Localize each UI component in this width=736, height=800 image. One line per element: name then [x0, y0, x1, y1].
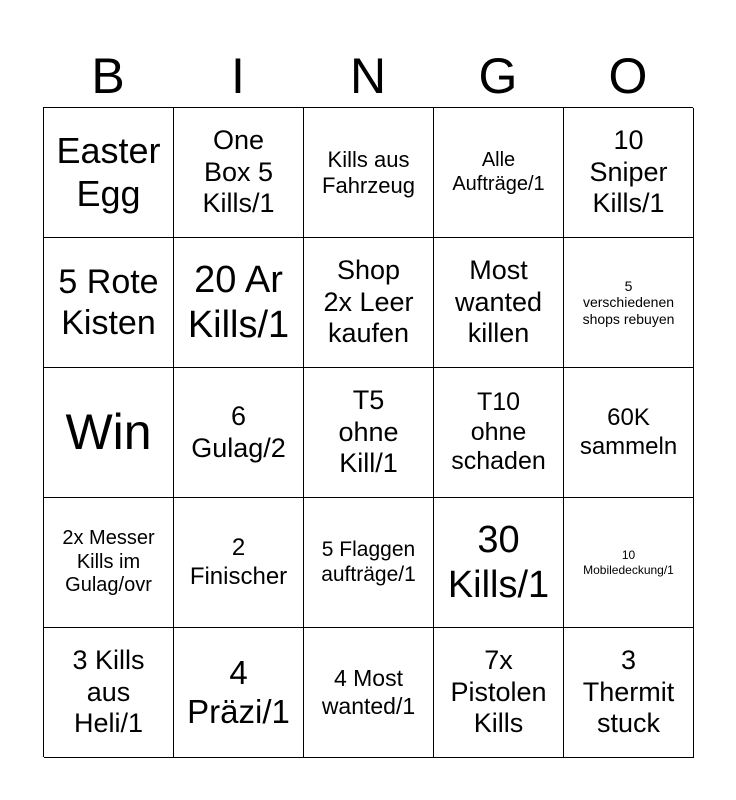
header-letter-i: I — [231, 48, 245, 104]
bingo-cell[interactable]: Kills aus Fahrzeug — [304, 108, 434, 238]
bingo-cell[interactable]: Most wanted killen — [434, 238, 564, 368]
header-letter-g: G — [478, 48, 518, 104]
bingo-cell[interactable]: 2 Finischer — [174, 498, 304, 628]
bingo-header — [43, 44, 693, 108]
bingo-cell[interactable]: 10 Sniper Kills/1 — [564, 108, 694, 238]
bingo-cell[interactable]: Alle Aufträge/1 — [434, 108, 564, 238]
bingo-cell[interactable]: T10 ohne schaden — [434, 368, 564, 498]
bingo-cell[interactable]: 30 Kills/1 — [434, 498, 564, 628]
bingo-cell[interactable]: 2x Messer Kills im Gulag/ovr — [44, 498, 174, 628]
bingo-cell[interactable]: 60K sammeln — [564, 368, 694, 498]
bingo-grid — [43, 107, 693, 757]
bingo-cell[interactable]: Win — [44, 368, 174, 498]
bingo-cell[interactable]: 5 Rote Kisten — [44, 238, 174, 368]
bingo-cell[interactable]: 20 Ar Kills/1 — [174, 238, 304, 368]
bingo-cell[interactable]: 5 Flaggen aufträge/1 — [304, 498, 434, 628]
bingo-cell[interactable]: 3 Thermit stuck — [564, 628, 694, 758]
bingo-cell[interactable]: 6 Gulag/2 — [174, 368, 304, 498]
header-letter-o: O — [608, 48, 648, 104]
bingo-cell[interactable]: 4 Most wanted/1 — [304, 628, 434, 758]
bingo-cell[interactable]: 5 verschiedenen shops rebuyen — [564, 238, 694, 368]
bingo-cell[interactable]: 4 Präzi/1 — [174, 628, 304, 758]
bingo-cell[interactable]: Shop 2x Leer kaufen — [304, 238, 434, 368]
bingo-cell[interactable]: 10 Mobiledeckung/1 — [564, 498, 694, 628]
bingo-cell[interactable]: T5 ohne Kill/1 — [304, 368, 434, 498]
header-letter-b: B — [91, 48, 125, 104]
bingo-cell[interactable]: Easter Egg — [44, 108, 174, 238]
bingo-cell[interactable]: One Box 5 Kills/1 — [174, 108, 304, 238]
bingo-cell[interactable]: 3 Kills aus Heli/1 — [44, 628, 174, 758]
header-letter-n: N — [349, 48, 387, 104]
bingo-cell[interactable]: 7x Pistolen Kills — [434, 628, 564, 758]
